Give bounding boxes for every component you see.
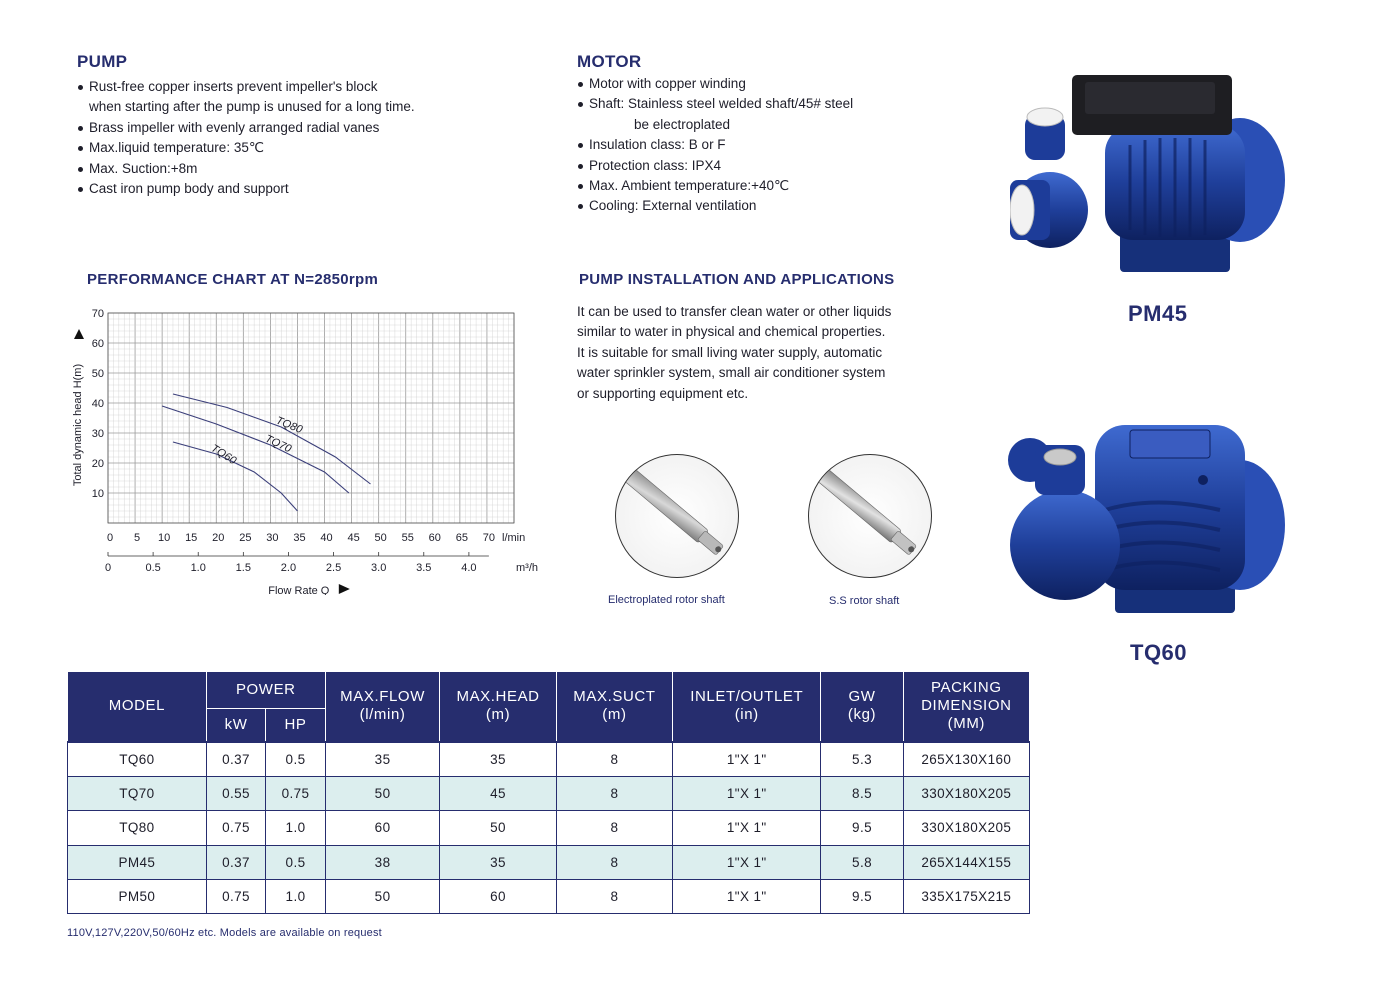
- x-tick-label-m3h: 1.0: [190, 562, 206, 574]
- pm45-pump-image: [1010, 70, 1295, 280]
- performance-chart: [60, 295, 550, 595]
- header-max-suct: MAX.SUCT (m): [556, 672, 672, 742]
- tq60-pump-image: [1005, 415, 1290, 620]
- cell-flow: 60: [325, 811, 440, 845]
- x-tick-label-lmin: 70: [482, 532, 496, 544]
- motor-bullet-text: Protection class: IPX4: [589, 157, 722, 173]
- spec-table: [67, 671, 1030, 914]
- pump-bullet: [77, 77, 497, 118]
- cell-inlet: 1"X 1": [673, 845, 821, 879]
- header-model: MODEL: [68, 672, 207, 742]
- x-axis-label: Flow Rate Q: [268, 585, 330, 595]
- cell-kw: 0.55: [206, 776, 266, 810]
- x-unit-lmin: l/min: [502, 532, 526, 544]
- cell-hp: 0.75: [266, 776, 326, 810]
- cell-hp: 1.0: [266, 811, 326, 845]
- x-tick-label-lmin: 55: [401, 532, 414, 544]
- y-tick-label: 60: [91, 338, 104, 350]
- header-power: POWER: [206, 672, 325, 709]
- cell-model: PM50: [68, 880, 207, 914]
- y-tick-label: 10: [91, 488, 104, 500]
- x-tick-label-lmin: 50: [374, 532, 387, 544]
- table-row: [68, 776, 1030, 810]
- cell-inlet: 1"X 1": [673, 880, 821, 914]
- y-tick-label: 50: [91, 368, 104, 380]
- table-row: [68, 811, 1030, 845]
- x-tick-label-lmin: 45: [347, 532, 360, 544]
- x-tick-label-m3h: 4.0: [461, 562, 477, 574]
- installation-line: or supporting equipment etc.: [577, 385, 749, 401]
- y-tick-label: 70: [91, 308, 104, 320]
- cell-flow: 35: [325, 742, 440, 777]
- shaft-rod-icon: [809, 455, 931, 577]
- table-row: [68, 880, 1030, 914]
- pump-bullet: [77, 138, 497, 158]
- cell-model: TQ60: [68, 742, 207, 777]
- header-packing-dimension: PACKING DIMENSION (MM): [903, 672, 1029, 742]
- x-tick-label-lmin: 30: [266, 532, 279, 544]
- pump-bullet: [77, 159, 497, 179]
- motor-bullet-text: Max. Ambient temperature:+40℃: [589, 178, 790, 194]
- installation-line: It is suitable for small living water supply, automatic: [577, 344, 883, 360]
- tq60-model-label: TQ60: [1130, 640, 1188, 665]
- y-tick-label: 40: [91, 398, 104, 410]
- pump-section-title: PUMP: [77, 52, 128, 71]
- cell-gw: 9.5: [821, 880, 903, 914]
- cell-hp: 0.5: [266, 742, 326, 777]
- series-label-tq80: TQ80: [274, 414, 305, 437]
- cell-inlet: 1"X 1": [673, 811, 821, 845]
- motor-bullet: [577, 176, 937, 196]
- ss-shaft-caption: S.S rotor shaft: [829, 595, 900, 607]
- cell-inlet: 1"X 1": [673, 776, 821, 810]
- x-tick-label-m3h: 2.5: [325, 562, 342, 574]
- cell-head: 35: [440, 845, 556, 879]
- cell-model: TQ80: [68, 811, 207, 845]
- cell-flow: 50: [325, 880, 440, 914]
- motor-bullet: [577, 196, 937, 216]
- cell-pack: 335X175X215: [903, 880, 1029, 914]
- electroplated-shaft-caption: Electroplated rotor shaft: [608, 594, 725, 606]
- x-tick-label-lmin: 10: [158, 532, 171, 544]
- pump-bullet-continuation: when starting after the pump is unused for a long time.: [89, 99, 415, 115]
- header-hp: HP: [266, 709, 326, 742]
- cell-pack: 330X180X205: [903, 811, 1029, 845]
- pump-bullet: [77, 118, 497, 138]
- cell-kw: 0.37: [206, 845, 266, 879]
- cell-pack: 265X130X160: [903, 742, 1029, 777]
- y-tick-label: 20: [91, 458, 104, 470]
- motor-bullet: [577, 94, 937, 135]
- cell-gw: 9.5: [821, 811, 903, 845]
- series-label-tq70: TQ70: [263, 432, 294, 456]
- y-axis-arrow-icon: [74, 329, 84, 339]
- cell-model: PM45: [68, 845, 207, 879]
- pump-bullet-text: Brass impeller with evenly arranged radial vanes: [89, 119, 380, 135]
- header-kw: kW: [206, 709, 266, 742]
- cell-kw: 0.75: [206, 880, 266, 914]
- pump-bullet-text: Cast iron pump body and support: [89, 181, 289, 197]
- x-tick-label-lmin: 65: [455, 532, 468, 544]
- cell-pack: 330X180X205: [903, 776, 1029, 810]
- motor-bullet-text: Cooling: External ventilation: [589, 198, 757, 214]
- cell-head: 45: [440, 776, 556, 810]
- x-tick-label-m3h: 3.5: [416, 562, 432, 574]
- series-label-tq60: TQ60: [208, 442, 239, 468]
- pm45-model-label: PM45: [1128, 301, 1188, 326]
- motor-bullet: [577, 156, 937, 176]
- header-max-flow: MAX.FLOW (l/min): [325, 672, 440, 742]
- series-line-tq60: [173, 442, 298, 511]
- cell-gw: 5.3: [821, 742, 903, 777]
- x-tick-label-m3h: 3.0: [371, 562, 387, 574]
- motor-bullet-text: Motor with copper winding: [589, 76, 746, 91]
- x-tick-label-lmin: 5: [134, 532, 141, 544]
- x-tick-label-lmin: 15: [185, 532, 198, 544]
- header-gw: GW (kg): [821, 672, 903, 742]
- plot-frame: [108, 313, 514, 523]
- installation-line: water sprinkler system, small air conditioner system: [577, 365, 886, 381]
- cell-kw: 0.37: [206, 742, 266, 777]
- cell-model: TQ70: [68, 776, 207, 810]
- voltage-footnote: 110V,127V,220V,50/60Hz etc. Models are available on request: [67, 927, 382, 939]
- cell-head: 50: [440, 811, 556, 845]
- y-tick-label: 30: [91, 428, 104, 440]
- motor-feature-list: [577, 74, 937, 217]
- motor-section-title: MOTOR: [577, 52, 642, 71]
- pump-feature-list: [77, 77, 497, 199]
- cell-hp: 1.0: [266, 880, 326, 914]
- pump-bullet-text: Rust-free copper inserts prevent impeller's block: [89, 79, 378, 94]
- x-tick-label-m3h: 2.0: [280, 562, 297, 574]
- pump-bullet-text: Max. Suction:+8m: [89, 160, 198, 176]
- x-tick-label-m3h: 1.5: [235, 562, 251, 574]
- y-axis-label: Total dynamic head H(m): [72, 363, 84, 487]
- cell-inlet: 1"X 1": [673, 742, 821, 777]
- ss-shaft-image: [808, 454, 932, 578]
- x-tick-label-lmin: 0: [106, 532, 114, 544]
- table-row: [68, 845, 1030, 879]
- x-tick-label-m3h: 0: [104, 562, 112, 574]
- motor-bullet: [577, 135, 937, 155]
- electroplated-shaft-image: [615, 454, 739, 578]
- installation-section-title: PUMP INSTALLATION AND APPLICATIONS: [579, 271, 895, 288]
- cell-gw: 5.8: [821, 845, 903, 879]
- header-max-head: MAX.HEAD (m): [440, 672, 556, 742]
- cell-suct: 8: [556, 880, 672, 914]
- shaft-rod-icon: [616, 455, 738, 577]
- motor-bullet-text: Insulation class: B or F: [589, 137, 726, 153]
- x-axis-arrow-icon: [339, 584, 350, 594]
- x-tick-label-m3h: 0.5: [145, 562, 161, 574]
- cell-hp: 0.5: [266, 845, 326, 879]
- installation-line: similar to water in physical and chemical properties.: [577, 324, 886, 340]
- pump-bullet: [77, 179, 497, 199]
- x-tick-label-lmin: 25: [239, 532, 252, 544]
- cell-suct: 8: [556, 742, 672, 777]
- installation-line: It can be used to transfer clean water or other liquids: [577, 304, 892, 319]
- x-tick-label-lmin: 20: [212, 532, 225, 544]
- cell-suct: 8: [556, 776, 672, 810]
- x-tick-label-lmin: 35: [293, 532, 306, 544]
- installation-paragraph: [577, 302, 957, 404]
- cell-suct: 8: [556, 811, 672, 845]
- motor-bullet-text: Shaft: Stainless steel welded shaft/45# steel: [589, 96, 854, 112]
- cell-flow: 50: [325, 776, 440, 810]
- x-tick-label-lmin: 40: [320, 532, 333, 544]
- x-tick-label-lmin: 60: [428, 532, 441, 544]
- cell-flow: 38: [325, 845, 440, 879]
- cell-pack: 265X144X155: [903, 845, 1029, 879]
- cell-head: 35: [440, 742, 556, 777]
- pump-bullet-text: Max.liquid temperature: 35℃: [89, 140, 264, 156]
- table-row: [68, 742, 1030, 777]
- header-inlet-outlet: INLET/OUTLET (in): [673, 672, 821, 742]
- cell-suct: 8: [556, 845, 672, 879]
- motor-bullet-continuation: be electroplated: [634, 116, 731, 132]
- chart-title: PERFORMANCE CHART AT N=2850rpm: [87, 271, 379, 288]
- cell-head: 60: [440, 880, 556, 914]
- cell-kw: 0.75: [206, 811, 266, 845]
- x-unit-m3h: m³/h: [516, 562, 538, 574]
- cell-gw: 8.5: [821, 776, 903, 810]
- motor-bullet: [577, 74, 937, 94]
